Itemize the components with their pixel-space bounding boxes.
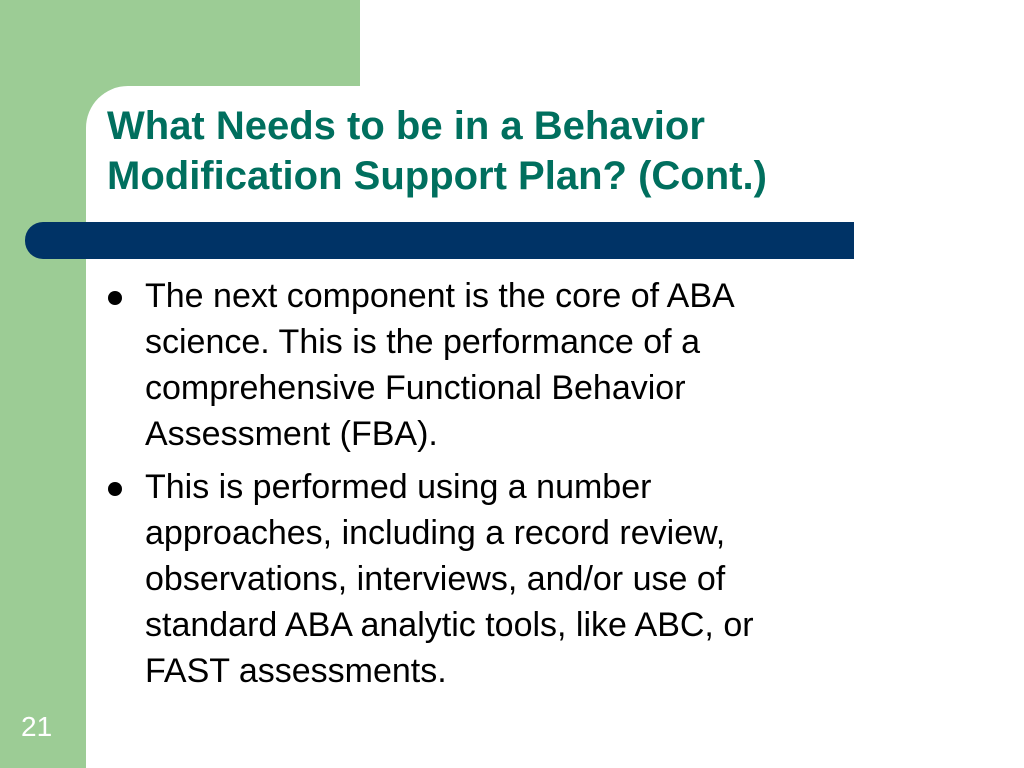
bullet-1-line-1: The next component is the core of ABA bbox=[145, 277, 735, 315]
slide-title-line-1: What Needs to be in a Behavior bbox=[107, 104, 705, 148]
slide-title bbox=[107, 101, 907, 201]
bullet-2-line-1: This is performed using a number bbox=[145, 468, 652, 506]
slide-number: 21 bbox=[21, 711, 53, 742]
bullet-dot-icon bbox=[108, 482, 122, 496]
slide-title-line-2: Modification Support Plan? (Cont.) bbox=[107, 154, 767, 198]
bullet-list bbox=[107, 273, 887, 701]
bullet-2-line-5: FAST assessments. bbox=[145, 652, 447, 690]
bullet-item-1 bbox=[107, 273, 887, 457]
bullet-1-line-2: science. This is the performance of a bbox=[145, 323, 700, 361]
bullet-2-line-4: standard ABA analytic tools, like ABC, or bbox=[145, 606, 754, 644]
bullet-2-line-2: approaches, including a record review, bbox=[145, 514, 726, 552]
bullet-dot-icon bbox=[108, 291, 122, 305]
bullet-1-line-4: Assessment (FBA). bbox=[145, 415, 438, 453]
title-divider-bar bbox=[25, 222, 854, 259]
bullet-2-line-3: observations, interviews, and/or use of bbox=[145, 560, 726, 598]
bullet-1-line-3: comprehensive Functional Behavior bbox=[145, 369, 686, 407]
bullet-item-2 bbox=[107, 464, 887, 694]
